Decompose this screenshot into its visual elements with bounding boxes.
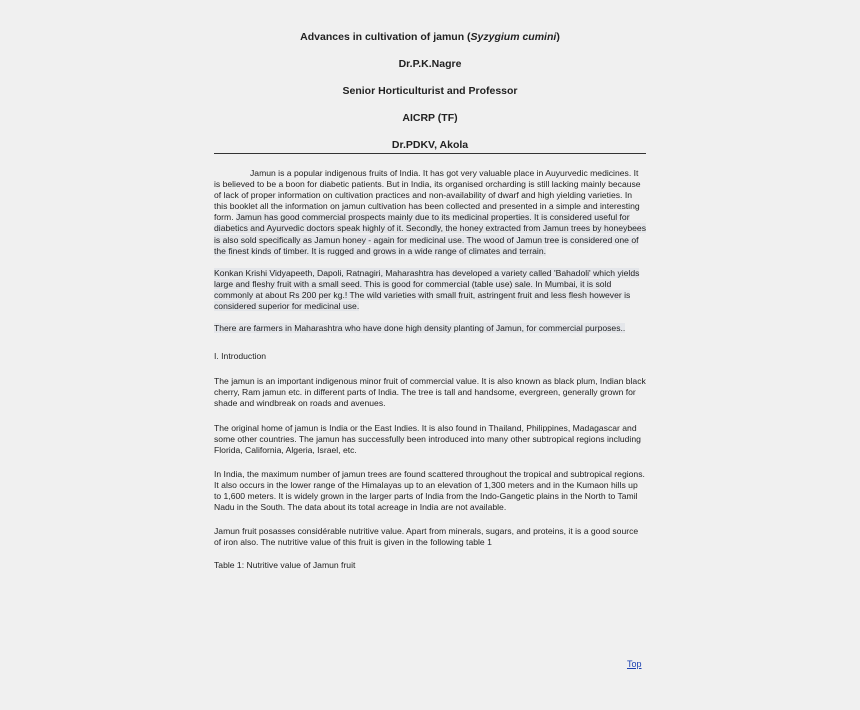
table-caption: Table 1: Nutritive value of Jamun fruit xyxy=(214,560,356,571)
header-divider xyxy=(214,153,646,154)
paragraph-konkan-text: Konkan Krishi Vidyapeeth, Dapoli, Ratnagiri, Maharashtra has developed a variety called 'Bahadoli' which yields large and fleshy fruit with a small seed. This is good for commercial (table use) sale. In Mumbai, it is sold commonly at about Rs 200 per kg.! The wild varieties with small fruit, astringent fruit and less flesh however is considered superior for medicinal use. xyxy=(214,267,640,312)
paragraph-distribution: In India, the maximum number of jamun trees are found scattered throughout the tropical and subtropical regions. It also occurs in the lower range of the Himalayas up to an elevation of 1,300 meters and in the Kumaon hills up to 1,600 meters. It is widely grown in the larger parts of India from the Indo-Gangetic plains in the North to Tamil Nadu in the South. The data about its total acreage in India are not available. xyxy=(214,468,645,513)
project-name: AICRP (TF) xyxy=(402,112,458,124)
paragraph-farmers xyxy=(214,323,646,334)
title-suffix: ) xyxy=(556,31,560,43)
paragraph-farmers-text: There are farmers in Maharashtra who have done high density planting of Jamun, for commercial purposes.. xyxy=(214,323,626,334)
paragraph-konkan xyxy=(214,268,646,312)
title-scientific-name: Syzygium cumini xyxy=(470,31,557,43)
author-position: Senior Horticulturist and Professor xyxy=(342,85,518,97)
paragraph-intro-highlight: Jamun has good commercial prospects mainly due to its medicinal properties. It is considered useful for diabetics and Ayurvedic doctors speak highly of it. Secondly, the honey extracted from Jamun trees by honeybees is also sold specifically as Jamun honey - again for medicinal use. The wood of Jamun tree is considered one of the finest kinds of timber. It is rugged and grows in a wide range of climates and terrain. xyxy=(214,212,647,256)
document-column xyxy=(214,30,646,571)
paragraph-intro xyxy=(214,168,646,257)
paragraph-intro-plain: Jamun is a popular indigenous fruits of India. It has got very valuable place in Auyurvedic medicines. It is believed to be a boon for diabetic patients. But in India, its organised orcharding is still lacking mainly because of lack of proper information on cultivation practices and non-availability of dwarf and high yielding varieties. In this booklet all the information on jamun cultivation has been collected and presented in a simple and interesting form. xyxy=(214,168,641,223)
paragraph-jamun-description: The jamun is an important indigenous minor fruit of commercial value. It is also known as black plum, Indian black cherry, Ram jamun etc. in different parts of India. The tree is tall and handsome, evergreen, generally grown for shade and windbreak on roads and avenues. xyxy=(214,376,646,409)
author-name: Dr.P.K.Nagre xyxy=(398,58,462,70)
institution-name: Dr.PDKV, Akola xyxy=(391,139,469,151)
section-heading-introduction: I. Introduction xyxy=(214,351,267,362)
title-prefix: Advances in cultivation of jamun ( xyxy=(300,31,471,43)
top-link[interactable]: Top xyxy=(627,659,642,669)
paragraph-nutrition: Jamun fruit posasses considérable nutritive value. Apart from minerals, sugars, and proteins, it is a good source of iron also. The nutritive value of this fruit is given in the following table 1 xyxy=(214,526,639,548)
document-title xyxy=(214,30,646,44)
paragraph-origin: The original home of jamun is India or the East Indies. It is also found in Thailand, Philippines, Madagascar and some other countries. The jamun has successfully been introduced into many other subtropical regions including Florida, California, Algeria, Israel, etc. xyxy=(214,422,641,455)
